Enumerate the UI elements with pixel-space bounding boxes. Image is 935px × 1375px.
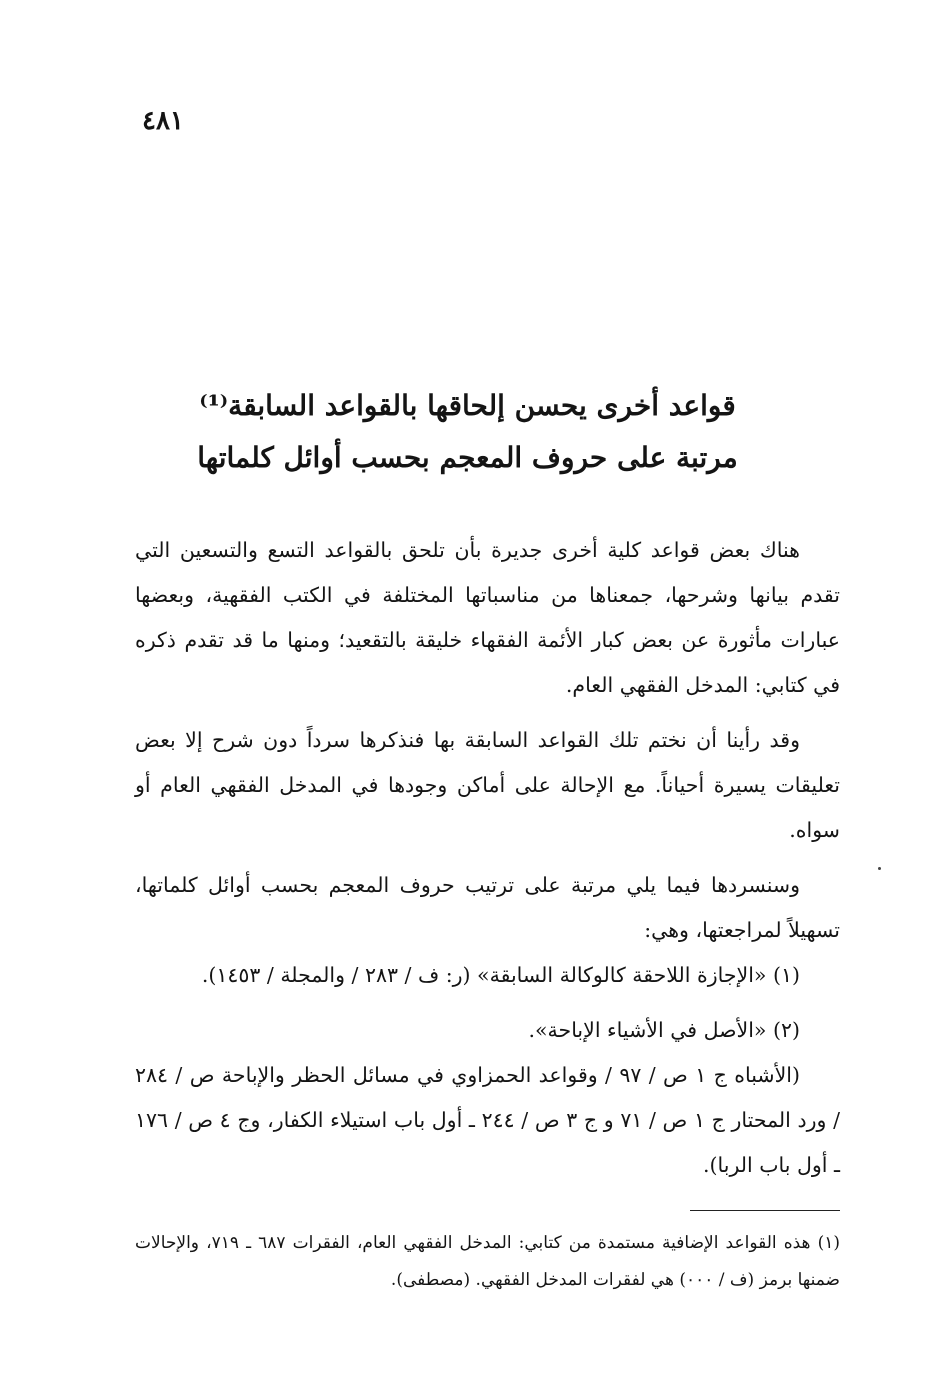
paragraph-method: وقد رأينا أن نختم تلك القواعد السابقة بها فنذكرها سرداً دون شرح إلا بعض تعليقات يسيرة أحياناً. مع الإحالة على أماكن وجودها في المدخل الفقهي العام أو سواه. <box>135 728 840 842</box>
page-number: ٤٨١ <box>142 106 184 136</box>
footnote-divider <box>690 1210 840 1211</box>
rule-item-1: (١) «الإجازة اللاحقة كالوكالة السابقة» (ر: ف / ٢٨٣ / والمجلة / ١٤٥٣). <box>201 963 800 987</box>
rule-item-2: (٢) «الأصل في الأشياء الإباحة». <box>528 1018 800 1042</box>
body-text <box>135 528 840 1198</box>
rule-item-2-reference: (الأشباه ج ١ ص / ٩٧ / وقواعد الحمزاوي في مسائل الحظر والإباحة ص / ٢٨٤ / ورد المحتار ج ١ ص / ٧١ و ج ٣ ص / ٢٤٤ ـ أول باب استيلاء الكفار، وج ٤ ص / ١٧٦ ـ أول باب الربا). <box>135 1063 840 1177</box>
chapter-heading: قواعد أخرى يحسن إلحاقها بالقواعد السابقة⁽¹⁾ <box>199 389 736 422</box>
chapter-subheading: مرتبة على حروف المعجم بحسب أوائل كلماتها <box>197 441 738 474</box>
footnote: (١) هذه القواعد الإضافية مستمدة من كتابي: المدخل الفقهي العام، الفقرات ٦٨٧ ـ ٧١٩، والإحالات ضمنها برمز (ف / ٠٠٠) هي لفقرات المدخل الفقهي. (مصطفى). <box>135 1233 840 1290</box>
margin-dot <box>878 867 881 870</box>
paragraph-intro: هناك بعض قواعد كلية أخرى جديرة بأن تلحق بالقواعد التسع والتسعين التي تقدم بيانها وشرحها، جمعناها من مناسباتها المختلفة في الكتب الفقهية، وبعضها عبارات مأثورة عن بعض كبار الأئمة الفقهاء خليقة بالتقعيد؛ ومنها ما قد تقدم ذكره في كتابي: المدخل الفقهي العام. <box>135 538 840 697</box>
paragraph-order: وسنسردها فيما يلي مرتبة على ترتيب حروف المعجم بحسب أوائل كلماتها، تسهيلاً لمراجعتها، وهي: <box>135 873 840 942</box>
